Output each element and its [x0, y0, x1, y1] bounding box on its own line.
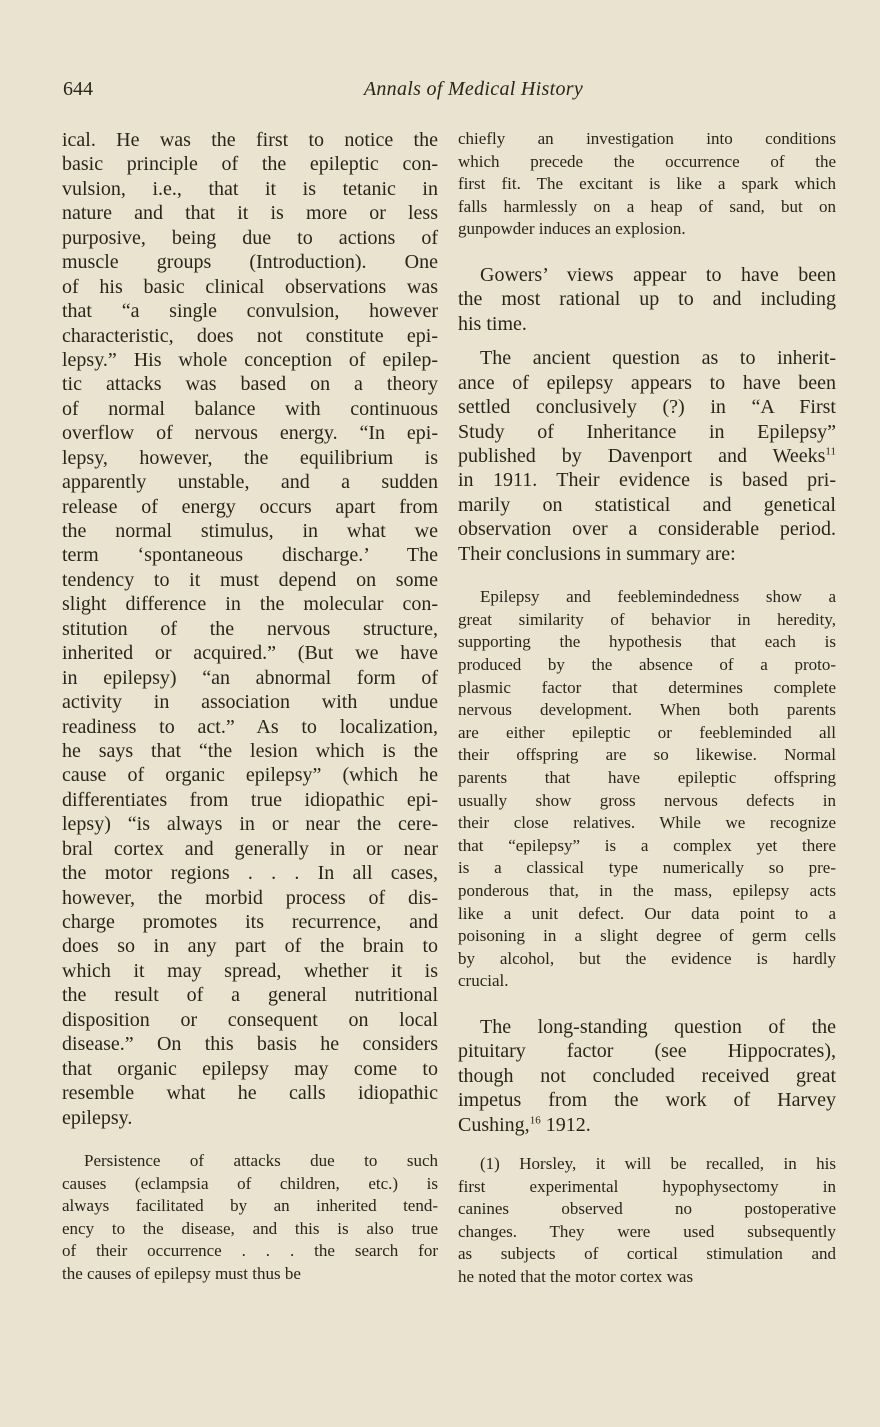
text-line: that organic epilepsy may come to [62, 1057, 438, 1080]
text-line: that “epilepsy” is a complex yet there [458, 835, 836, 855]
text-line-content: 1912. [540, 1113, 591, 1136]
text-line: falls harmlessly on a heap of sand, but on [458, 196, 836, 216]
text-line: lepsy) “is always in or near the cere- [62, 813, 438, 836]
text-line: impetus from the work of Harvey [458, 1089, 836, 1112]
text-line: nervous development. When both parents [458, 700, 836, 720]
pituitary-lines [458, 1015, 836, 1113]
text-line: the normal stimulus, in what we [62, 520, 438, 542]
text-line: he says that “the lesion which is the [62, 739, 438, 762]
text-line: marily on statistical and genetical [458, 493, 836, 516]
paragraph-gowers-conception [62, 128, 438, 1130]
text-line: Persistence of attacks due to such [84, 1150, 438, 1170]
text-line: is a classical type numerically so pre- [458, 858, 836, 878]
text-line: Epilepsy and feeblemindedness show a [480, 587, 836, 607]
text-line: characteristic, does not constitute epi- [62, 324, 438, 347]
text-line: slight difference in the molecular con- [62, 593, 438, 616]
text-line: of normal balance with continuous [62, 397, 438, 420]
text-line: like a unit defect. Our data point to a [458, 903, 836, 923]
text-line: observation over a considerable period. [458, 518, 836, 541]
text-line: of his basic clinical observations was [62, 275, 438, 298]
text-line: term ‘spontaneous discharge.’ The [62, 544, 438, 567]
right-column [458, 128, 836, 1289]
text-line: ency to the disease, and this is also true [62, 1218, 438, 1238]
footnote-reference: 16 [529, 1114, 541, 1126]
text-line: are either epileptic or feebleminded all [458, 722, 836, 742]
text-line: canines observed no postoperative [458, 1199, 836, 1219]
text-line: the causes of epilepsy must thus be [62, 1263, 301, 1283]
text-line: usually show gross nervous defects in [458, 790, 836, 810]
text-line-content: published by Davenport and Weeks [458, 445, 826, 468]
text-line: in 1911. Their evidence is based pri- [458, 469, 836, 492]
text-line: however, the morbid process of dis- [62, 886, 438, 909]
text-line: settled conclusively (?) in “A First [458, 396, 836, 419]
text-line: differentiates from true idiopathic epi- [62, 788, 438, 811]
text-line: crucial. [458, 971, 509, 991]
page-number: 644 [63, 78, 93, 100]
block-quote-continued [458, 128, 836, 241]
text-line: activity in association with undue [62, 691, 438, 714]
text-line: ical. He was the first to notice the [62, 129, 438, 151]
text-line: he noted that the motor cortex was [458, 1267, 694, 1287]
text-line: The long-standing question of the [480, 1015, 836, 1038]
text-line: in epilepsy) “an abnormal form of [62, 666, 438, 689]
text-line: plasmic factor that determines complete [458, 677, 836, 697]
text-line: ance of epilepsy appears to have been [458, 371, 836, 394]
text-line: the most rational up to and including [458, 288, 836, 311]
text-line: inherited or acquired.” (But we have [62, 642, 438, 665]
text-line: the result of a general nutritional [62, 984, 438, 1007]
text-line: causes (eclampsia of children, etc.) is [62, 1173, 438, 1193]
text-line: tic attacks was based on a theory [62, 373, 438, 396]
text-line: which precede the occurrence of the [458, 151, 836, 171]
journal-title: Annals of Medical History [363, 78, 583, 100]
text-line: release of energy occurs apart from [62, 495, 438, 518]
text-line: changes. They were used subsequently [458, 1221, 836, 1241]
text-line: the motor regions . . . In all cases, [62, 862, 438, 885]
text-line: apparently unstable, and a sudden [62, 471, 438, 494]
text-line [458, 444, 836, 468]
text-line: Gowers’ views appear to have been [480, 263, 836, 286]
paragraph-pituitary [458, 1015, 836, 1137]
text-line: their offspring are so likewise. Normal [458, 745, 836, 765]
text-line: muscle groups (Introduction). One [62, 251, 438, 274]
paragraph-inheritance [458, 346, 836, 566]
text-line: as subjects of cortical stimulation and [458, 1244, 836, 1264]
running-header [63, 78, 583, 108]
text-line: ponderous that, in the mass, epilepsy acts [458, 880, 836, 900]
text-line: gunpowder induces an explosion. [458, 219, 686, 239]
left-column [62, 128, 438, 1286]
text-line: his time. [458, 312, 527, 335]
text-line: charge promotes its recurrence, and [62, 911, 438, 933]
text-line: resemble what he calls idiopathic [62, 1082, 438, 1105]
text-line: does so in any part of the brain to [62, 935, 438, 958]
text-line: chiefly an investigation into conditions [458, 129, 836, 148]
text-line: parents that have epileptic offspring [458, 767, 836, 787]
text-line [458, 1113, 836, 1137]
text-line: lepsy.” His whole conception of epilep- [62, 348, 438, 371]
text-line: bral cortex and generally in or near [62, 837, 438, 860]
text-line: disposition or consequent on local [62, 1008, 438, 1031]
text-line: though not concluded received great [458, 1064, 836, 1087]
text-line: readiness to act.” As to localization, [62, 715, 438, 738]
text-line: The ancient question as to inherit- [480, 347, 836, 370]
text-line: lepsy, however, the equilibrium is [62, 446, 438, 469]
text-line: pituitary factor (see Hippocrates), [458, 1040, 836, 1063]
text-line: that “a single convulsion, however [62, 300, 438, 323]
text-line: vulsion, i.e., that it is tetanic in [62, 177, 438, 200]
text-line: cause of organic epilepsy” (which he [62, 764, 438, 787]
text-line: produced by the absence of a proto- [458, 655, 836, 674]
text-line: always facilitated by an inherited tend- [62, 1196, 438, 1216]
text-line: nature and that it is more or less [62, 202, 438, 225]
text-line: (1) Horsley, it will be recalled, in his [480, 1154, 836, 1174]
text-line: overflow of nervous energy. “In epi- [62, 422, 438, 445]
text-line: tendency to it must depend on some [62, 568, 438, 591]
text-line: first experimental hypophysectomy in [458, 1176, 836, 1196]
text-line: supporting the hypothesis that each is [458, 632, 836, 652]
text-line: by alcohol, but the evidence is hardly [458, 948, 836, 968]
text-line: stitution of the nervous structure, [62, 617, 438, 640]
inheritance-lines-after [458, 468, 836, 566]
paragraph-gowers-views [458, 263, 836, 336]
inheritance-lines-before [458, 346, 836, 444]
text-line: Study of Inheritance in Epilepsy” [458, 420, 836, 443]
footnote-reference: 11 [825, 445, 836, 458]
text-line-content: Cushing, [458, 1113, 530, 1136]
text-line: Their conclusions in summary are: [458, 542, 736, 565]
text-line: epilepsy. [62, 1106, 133, 1129]
block-quote-davenport [458, 586, 836, 993]
text-line: first fit. The excitant is like a spark which [458, 174, 836, 194]
text-line: poisoning in a slight degree of germ cells [458, 926, 836, 946]
text-line: their close relatives. While we recognize [458, 813, 836, 833]
block-quote-persistence [62, 1150, 438, 1286]
text-line: basic principle of the epileptic con- [62, 153, 438, 176]
text-line: great similarity of behavior in heredity, [458, 609, 836, 629]
text-line: disease.” On this basis he considers [62, 1033, 438, 1056]
text-line: purposive, being due to actions of [62, 226, 438, 249]
block-quote-horsley [458, 1153, 836, 1289]
text-line: of their occurrence . . . the search for [62, 1241, 438, 1261]
text-line: which it may spread, whether it is [62, 959, 438, 982]
